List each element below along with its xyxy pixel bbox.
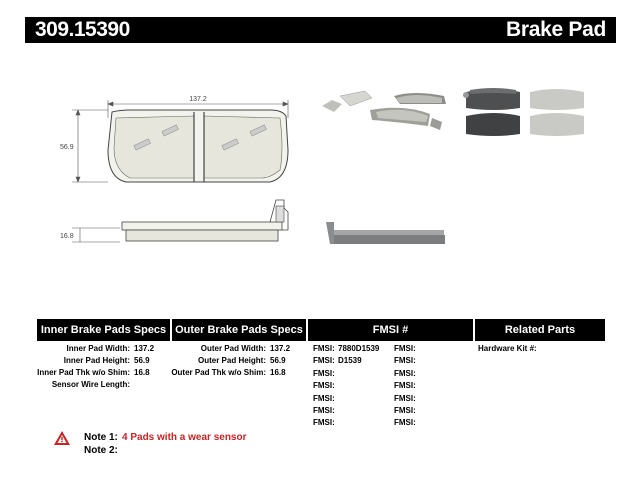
fmsi-label: FMSI:	[394, 381, 416, 390]
height-label: 56.9	[60, 144, 74, 151]
pad-front-view	[108, 110, 288, 182]
fmsi-label: FMSI:	[394, 406, 416, 415]
hardware-kit-label: Hardware Kit #:	[478, 344, 537, 353]
product-photo-side	[326, 222, 445, 244]
fmsi-label: FMSI:	[313, 406, 335, 415]
fmsi-label: FMSI:	[313, 418, 335, 427]
fmsi-header: FMSI #	[308, 319, 473, 341]
fmsi-label: FMSI:	[394, 418, 416, 427]
outer-spec-value: 137.2	[270, 344, 291, 353]
inner-spec-label: Inner Pad Height:	[63, 356, 130, 365]
inner-specs-header: Inner Brake Pads Specs	[37, 319, 170, 341]
thickness-dimension	[72, 228, 120, 242]
warning-icon	[53, 430, 71, 446]
width-label: 137.2	[189, 96, 207, 103]
product-type: Brake Pad	[505, 18, 606, 41]
note-1-label: Note 1:	[84, 432, 118, 443]
related-parts-header: Related Parts	[475, 319, 605, 341]
inner-spec-value: 56.9	[134, 356, 150, 365]
technical-drawing	[0, 60, 640, 320]
fmsi-label: FMSI:	[313, 381, 335, 390]
product-photo-grid	[463, 88, 584, 136]
pad-side-view	[122, 200, 288, 241]
fmsi-label: FMSI:	[394, 344, 416, 353]
inner-spec-label: Sensor Wire Length:	[51, 380, 130, 389]
fmsi-label: FMSI:	[313, 344, 335, 353]
fmsi-value: 7880D1539	[338, 344, 380, 353]
fmsi-label: FMSI:	[313, 356, 335, 365]
fmsi-label: FMSI:	[394, 369, 416, 378]
product-photo-stack	[322, 91, 446, 130]
height-dimension	[72, 110, 108, 182]
fmsi-label: FMSI:	[313, 369, 335, 378]
inner-spec-value: 16.8	[134, 368, 150, 377]
part-number: 309.15390	[35, 18, 130, 41]
fmsi-label: FMSI:	[394, 394, 416, 403]
outer-spec-label: Outer Pad Thk w/o Shim:	[171, 368, 266, 377]
fmsi-value: D1539	[338, 356, 362, 365]
header-bar	[25, 17, 616, 43]
note-1-text: 4 Pads with a wear sensor	[122, 432, 247, 443]
note-2-label: Note 2:	[84, 445, 118, 456]
inner-spec-label: Inner Pad Width:	[66, 344, 130, 353]
inner-spec-value: 137.2	[134, 344, 155, 353]
fmsi-label: FMSI:	[313, 394, 335, 403]
outer-spec-label: Outer Pad Height:	[197, 356, 266, 365]
inner-spec-label: Inner Pad Thk w/o Shim:	[37, 368, 130, 377]
outer-specs-header: Outer Brake Pads Specs	[172, 319, 306, 341]
fmsi-label: FMSI:	[394, 356, 416, 365]
outer-spec-value: 16.8	[270, 368, 286, 377]
outer-spec-label: Outer Pad Width:	[200, 344, 266, 353]
outer-spec-value: 56.9	[270, 356, 286, 365]
thickness-label: 16.8	[60, 233, 74, 240]
